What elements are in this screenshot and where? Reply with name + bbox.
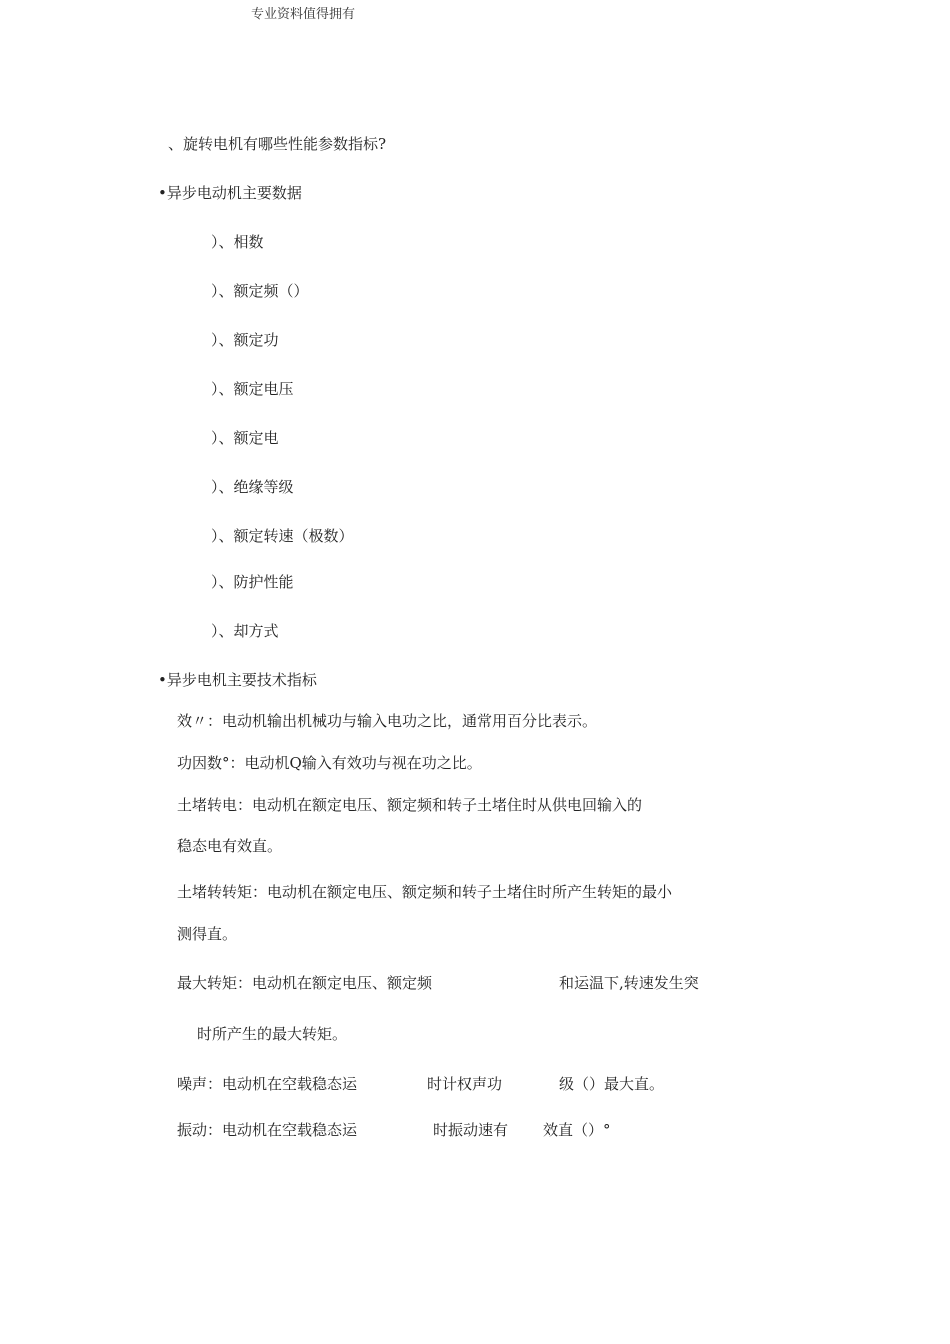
locked-current-text: 土堵转电：电动机在额定电压、额定频和转子土堵住时从供电回输入的 [177, 796, 643, 814]
bullet: • [158, 184, 167, 202]
section1-title: 异步电动机主要数据 [166, 184, 302, 202]
efficiency-text: 效〃：电动机输出机械功与输入电功之比，通常用百分比表示。 [177, 712, 598, 730]
list-item: ）、绝缘等级 [211, 478, 294, 496]
noise-text-mid: 时计权声功 [427, 1075, 503, 1093]
noise-text: 噪声：电动机在空载稳态运 [177, 1075, 358, 1093]
list-item: ）、额定频（） [211, 282, 309, 300]
list-item: ）、额定电 [211, 429, 279, 447]
locked-torque-text: 土堵转转矩：电动机在额定电压、额定频和转子土堵住时所产生转矩的最小 [177, 883, 673, 901]
list-item: ）、额定转速（极数） [211, 527, 354, 545]
list-item: ）、却方式 [211, 622, 279, 640]
question-heading: 、旋转电机有哪些性能参数指标? [168, 135, 387, 153]
bullet: • [158, 671, 167, 689]
locked-torque-text-cont: 测得直。 [177, 925, 238, 943]
noise-text-end: 级（）最大直。 [559, 1075, 665, 1093]
locked-current-text-cont: 稳态电有效直。 [177, 837, 283, 855]
max-torque-text: 最大转矩：电动机在额定电压、额定频 [177, 974, 433, 992]
vibration-text: 振动：电动机在空载稳态运 [177, 1121, 358, 1139]
list-item: ）、额定功 [211, 331, 279, 349]
vibration-text-end: 效直（）° [543, 1121, 611, 1139]
section1-heading [158, 184, 302, 202]
section2-heading [158, 671, 317, 689]
power-factor-text: 功因数°：电动机Q输入有效功与视在功之比。 [177, 754, 482, 772]
list-item: ）、相数 [211, 233, 264, 251]
list-item: ）、防护性能 [211, 573, 294, 591]
list-item: ）、额定电压 [211, 380, 294, 398]
max-torque-text-right: 和运温下,转速发生突 [559, 974, 699, 992]
page-header: 专业资料值得拥有 [251, 7, 356, 22]
section2-title: 异步电机主要技术指标 [166, 671, 317, 689]
vibration-text-mid: 时振动速有 [433, 1121, 509, 1139]
max-torque-text-cont: 时所产生的最大转矩。 [197, 1025, 348, 1043]
